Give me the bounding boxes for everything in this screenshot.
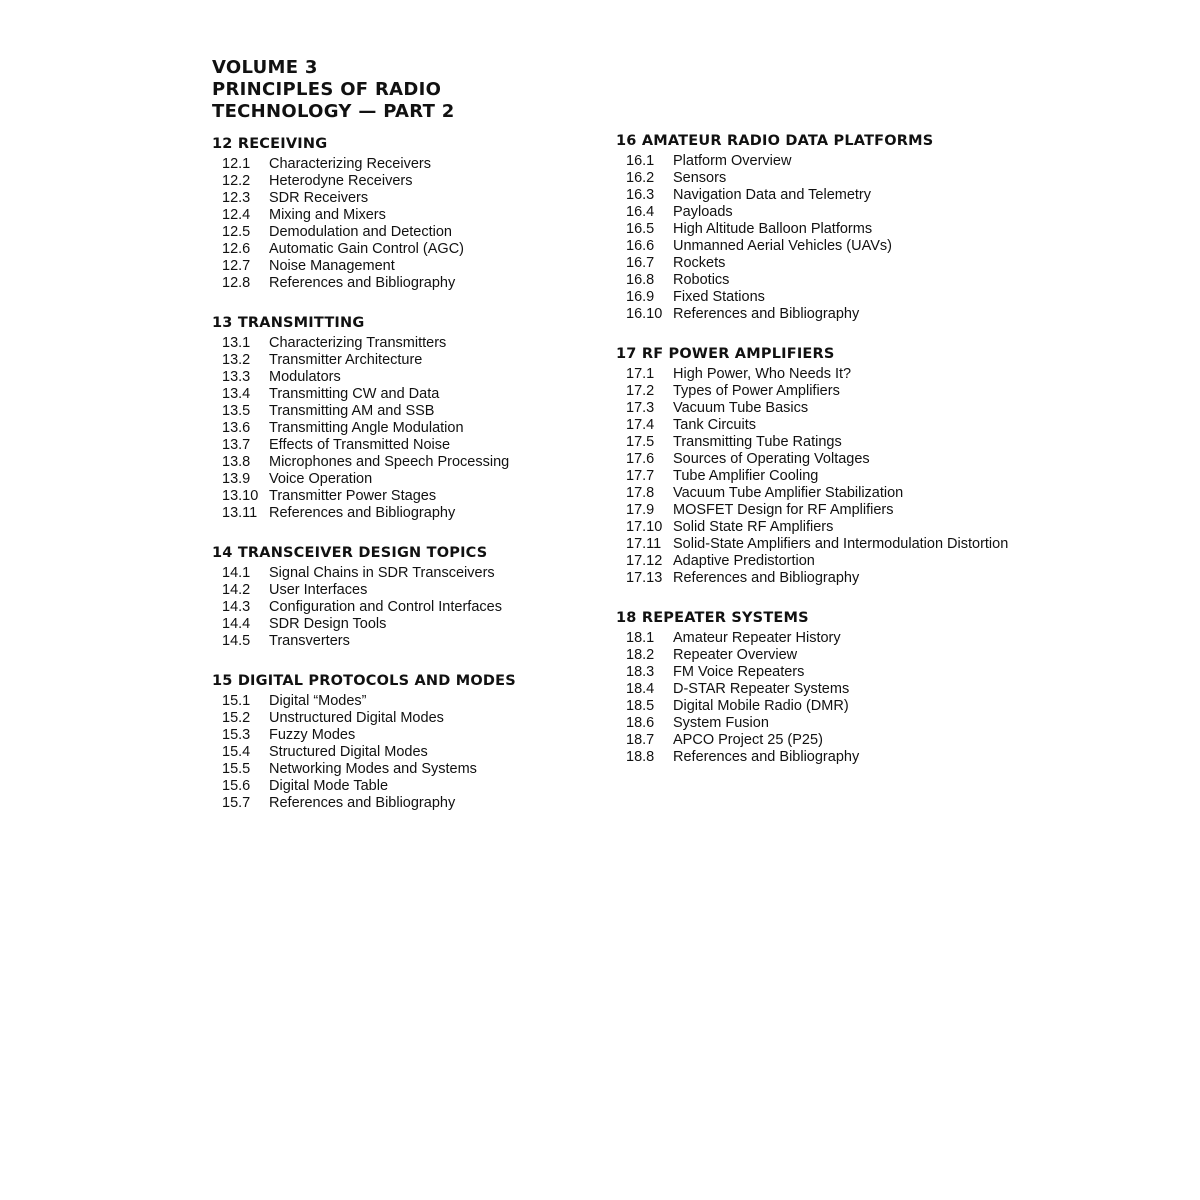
section-number: 13.10 (222, 488, 259, 504)
section-number: 16.5 (626, 221, 655, 237)
section-number: 14.5 (222, 633, 251, 649)
section-title: Transmitting AM and SSB (269, 403, 435, 419)
section-number: 15.2 (222, 710, 251, 726)
toc-entry (212, 437, 592, 454)
toc-entry (616, 306, 1086, 323)
section-title: References and Bibliography (269, 275, 456, 291)
section-number: 18.7 (626, 732, 655, 748)
section-number: 13.2 (222, 352, 251, 368)
section-title: Solid-State Amplifiers and Intermodulation Distortion (673, 536, 1009, 552)
section-title: Tube Amplifier Cooling (673, 468, 819, 484)
toc-entry (616, 553, 1086, 570)
toc-entry (616, 715, 1086, 732)
section-number: 17.6 (626, 451, 655, 467)
section-title: High Altitude Balloon Platforms (673, 221, 873, 237)
section-title: System Fusion (673, 715, 769, 731)
section-title: Demodulation and Detection (269, 224, 452, 240)
toc-entry (212, 488, 592, 505)
toc-entry (212, 505, 592, 522)
section-title: Voice Operation (269, 471, 373, 487)
toc-entry (616, 732, 1086, 749)
toc-section (212, 671, 592, 812)
section-title: References and Bibliography (269, 505, 456, 521)
section-title: Vacuum Tube Amplifier Stabilization (673, 485, 904, 501)
section-number: 13.7 (222, 437, 251, 453)
toc-entry (212, 403, 592, 420)
toc-entry (616, 153, 1086, 170)
section-number: 16.9 (626, 289, 655, 305)
volume-subtitle-line1: PRINCIPLES OF RADIO (212, 79, 442, 100)
section-title: Transmitting CW and Data (269, 386, 440, 402)
section-title: Networking Modes and Systems (269, 761, 477, 777)
section-title: Mixing and Mixers (269, 207, 386, 223)
toc-entry (212, 275, 592, 292)
section-number: 13.3 (222, 369, 251, 385)
toc-entry (212, 744, 592, 761)
section-title: Transmitter Architecture (269, 352, 423, 368)
toc-entry (616, 519, 1086, 536)
toc-entry (212, 710, 592, 727)
section-number: 12.1 (222, 156, 251, 172)
toc-entry (212, 616, 592, 633)
toc-entry (616, 485, 1086, 502)
toc-entry (212, 258, 592, 275)
toc-entry (616, 630, 1086, 647)
section-title: Navigation Data and Telemetry (673, 187, 872, 203)
section-title: Configuration and Control Interfaces (269, 599, 502, 615)
section-title: Structured Digital Modes (269, 744, 428, 760)
toc-entry (616, 400, 1086, 417)
section-number: 17.12 (626, 553, 663, 569)
section-title: Tank Circuits (673, 417, 756, 433)
toc-entry (212, 761, 592, 778)
section-title: SDR Receivers (269, 190, 369, 206)
section-title: Automatic Gain Control (AGC) (269, 241, 465, 257)
toc-section (212, 134, 592, 292)
section-title: Transmitter Power Stages (269, 488, 437, 504)
section-title: References and Bibliography (269, 795, 456, 811)
toc-section (212, 313, 592, 522)
section-title: Characterizing Transmitters (269, 335, 447, 351)
section-title: Sources of Operating Voltages (673, 451, 870, 467)
chapter-heading: 17 RF POWER AMPLIFIERS (616, 346, 835, 362)
toc-left-column (212, 134, 592, 833)
toc-entry (212, 471, 592, 488)
section-title: Effects of Transmitted Noise (269, 437, 451, 453)
chapter-heading: 16 AMATEUR RADIO DATA PLATFORMS (616, 133, 934, 149)
section-number: 17.1 (626, 366, 655, 382)
toc-entry (212, 352, 592, 369)
section-number: 18.8 (626, 749, 655, 765)
section-title: References and Bibliography (673, 749, 860, 765)
section-title: Fuzzy Modes (269, 727, 356, 743)
toc-entry (212, 369, 592, 386)
section-number: 17.4 (626, 417, 655, 433)
chapter-heading: 12 RECEIVING (212, 136, 328, 152)
section-number: 14.4 (222, 616, 251, 632)
section-number: 16.6 (626, 238, 655, 254)
section-title: Digital Mode Table (269, 778, 389, 794)
section-title: Unmanned Aerial Vehicles (UAVs) (673, 238, 892, 254)
section-number: 17.9 (626, 502, 655, 518)
section-number: 15.4 (222, 744, 251, 760)
section-number: 16.7 (626, 255, 655, 271)
volume-title (212, 57, 455, 123)
section-title: Noise Management (269, 258, 395, 274)
section-number: 18.1 (626, 630, 655, 646)
section-number: 17.11 (626, 536, 662, 552)
section-number: 17.7 (626, 468, 655, 484)
toc-entry (616, 664, 1086, 681)
section-number: 16.8 (626, 272, 655, 288)
section-title: Solid State RF Amplifiers (673, 519, 834, 535)
toc-entry (212, 420, 592, 437)
toc-entry (616, 749, 1086, 766)
section-number: 16.1 (626, 153, 655, 169)
section-number: 12.3 (222, 190, 251, 206)
section-number: 12.4 (222, 207, 251, 223)
section-title: Heterodyne Receivers (269, 173, 413, 189)
toc-section (616, 608, 1086, 766)
toc-entry (212, 454, 592, 471)
toc-entry (616, 204, 1086, 221)
chapter-heading: 14 TRANSCEIVER DESIGN TOPICS (212, 545, 488, 561)
section-number: 13.4 (222, 386, 251, 402)
chapter-heading: 15 DIGITAL PROTOCOLS AND MODES (212, 673, 516, 689)
chapter-heading: 18 REPEATER SYSTEMS (616, 610, 809, 626)
section-number: 15.7 (222, 795, 251, 811)
section-title: Rockets (673, 255, 726, 271)
section-title: Platform Overview (673, 153, 792, 169)
section-number: 12.5 (222, 224, 251, 240)
toc-entry (616, 383, 1086, 400)
section-number: 18.6 (626, 715, 655, 731)
section-number: 17.10 (626, 519, 663, 535)
toc-entry (212, 190, 592, 207)
section-number: 12.8 (222, 275, 251, 291)
toc-entry (212, 173, 592, 190)
toc-entry (212, 565, 592, 582)
toc-entry (616, 417, 1086, 434)
chapter-heading: 13 TRANSMITTING (212, 315, 365, 331)
section-title: Unstructured Digital Modes (269, 710, 444, 726)
section-title: Robotics (673, 272, 730, 288)
toc-entry (616, 698, 1086, 715)
section-title: High Power, Who Needs It? (673, 366, 852, 382)
section-title: SDR Design Tools (269, 616, 387, 632)
toc-entry (616, 366, 1086, 383)
section-number: 12.6 (222, 241, 251, 257)
toc-entry (616, 647, 1086, 664)
section-title: Payloads (673, 204, 733, 220)
section-number: 14.1 (222, 565, 251, 581)
section-number: 13.11 (222, 505, 258, 521)
toc-entry (616, 681, 1086, 698)
toc-entry (212, 599, 592, 616)
volume-number: VOLUME 3 (212, 57, 318, 78)
toc-entry (616, 272, 1086, 289)
section-number: 16.3 (626, 187, 655, 203)
section-number: 18.5 (626, 698, 655, 714)
section-title: Repeater Overview (673, 647, 798, 663)
toc-entry (616, 238, 1086, 255)
section-title: Digital Mobile Radio (DMR) (673, 698, 849, 714)
toc-entry (212, 582, 592, 599)
section-title: Signal Chains in SDR Transceivers (269, 565, 495, 581)
toc-entry (616, 570, 1086, 587)
section-number: 16.10 (626, 306, 663, 322)
section-number: 15.5 (222, 761, 251, 777)
toc-entry (212, 633, 592, 650)
toc-entry (212, 386, 592, 403)
toc-entry (212, 693, 592, 710)
section-number: 16.2 (626, 170, 655, 186)
toc-entry (212, 795, 592, 812)
section-number: 17.13 (626, 570, 663, 586)
section-title: Transverters (269, 633, 350, 649)
toc-entry (212, 241, 592, 258)
section-title: User Interfaces (269, 582, 368, 598)
section-number: 13.8 (222, 454, 251, 470)
section-number: 17.8 (626, 485, 655, 501)
section-number: 17.2 (626, 383, 655, 399)
toc-entry (616, 170, 1086, 187)
section-number: 17.5 (626, 434, 655, 450)
section-title: Amateur Repeater History (673, 630, 841, 646)
section-number: 15.6 (222, 778, 251, 794)
section-title: Digital “Modes” (269, 693, 367, 709)
section-number: 15.1 (222, 693, 251, 709)
toc-entry (616, 221, 1086, 238)
section-title: Fixed Stations (673, 289, 765, 305)
toc-right-column (616, 131, 1086, 787)
section-number: 13.9 (222, 471, 251, 487)
toc-entry (212, 335, 592, 352)
section-title: Sensors (673, 170, 727, 186)
section-title: Vacuum Tube Basics (673, 400, 809, 416)
section-title: References and Bibliography (673, 570, 860, 586)
toc-entry (616, 468, 1086, 485)
toc-section (616, 344, 1086, 587)
section-number: 18.2 (626, 647, 655, 663)
toc-entry (212, 778, 592, 795)
section-title: Adaptive Predistortion (673, 553, 815, 569)
section-number: 18.3 (626, 664, 655, 680)
section-number: 15.3 (222, 727, 251, 743)
section-title: Transmitting Tube Ratings (673, 434, 842, 450)
section-number: 12.7 (222, 258, 251, 274)
section-number: 14.3 (222, 599, 251, 615)
section-title: APCO Project 25 (P25) (673, 732, 823, 748)
toc-entry (616, 451, 1086, 468)
toc-entry (616, 502, 1086, 519)
section-title: Characterizing Receivers (269, 156, 431, 172)
section-title: MOSFET Design for RF Amplifiers (673, 502, 894, 518)
section-number: 12.2 (222, 173, 251, 189)
section-number: 16.4 (626, 204, 655, 220)
volume-subtitle-line2: TECHNOLOGY — PART 2 (212, 101, 455, 122)
toc-entry (616, 434, 1086, 451)
toc-entry (212, 156, 592, 173)
section-title: Microphones and Speech Processing (269, 454, 510, 470)
section-title: Modulators (269, 369, 341, 385)
section-title: D-STAR Repeater Systems (673, 681, 850, 697)
toc-entry (616, 187, 1086, 204)
toc-section (212, 543, 592, 650)
toc-entry (616, 536, 1086, 553)
section-number: 18.4 (626, 681, 655, 697)
toc-entry (616, 289, 1086, 306)
section-number: 13.1 (222, 335, 251, 351)
section-title: FM Voice Repeaters (673, 664, 805, 680)
section-number: 13.5 (222, 403, 251, 419)
section-number: 14.2 (222, 582, 251, 598)
toc-entry (212, 224, 592, 241)
section-title: Types of Power Amplifiers (673, 383, 840, 399)
section-number: 17.3 (626, 400, 655, 416)
toc-section (616, 131, 1086, 323)
toc-entry (212, 207, 592, 224)
section-title: References and Bibliography (673, 306, 860, 322)
section-title: Transmitting Angle Modulation (269, 420, 464, 436)
toc-entry (616, 255, 1086, 272)
toc-entry (212, 727, 592, 744)
section-number: 13.6 (222, 420, 251, 436)
